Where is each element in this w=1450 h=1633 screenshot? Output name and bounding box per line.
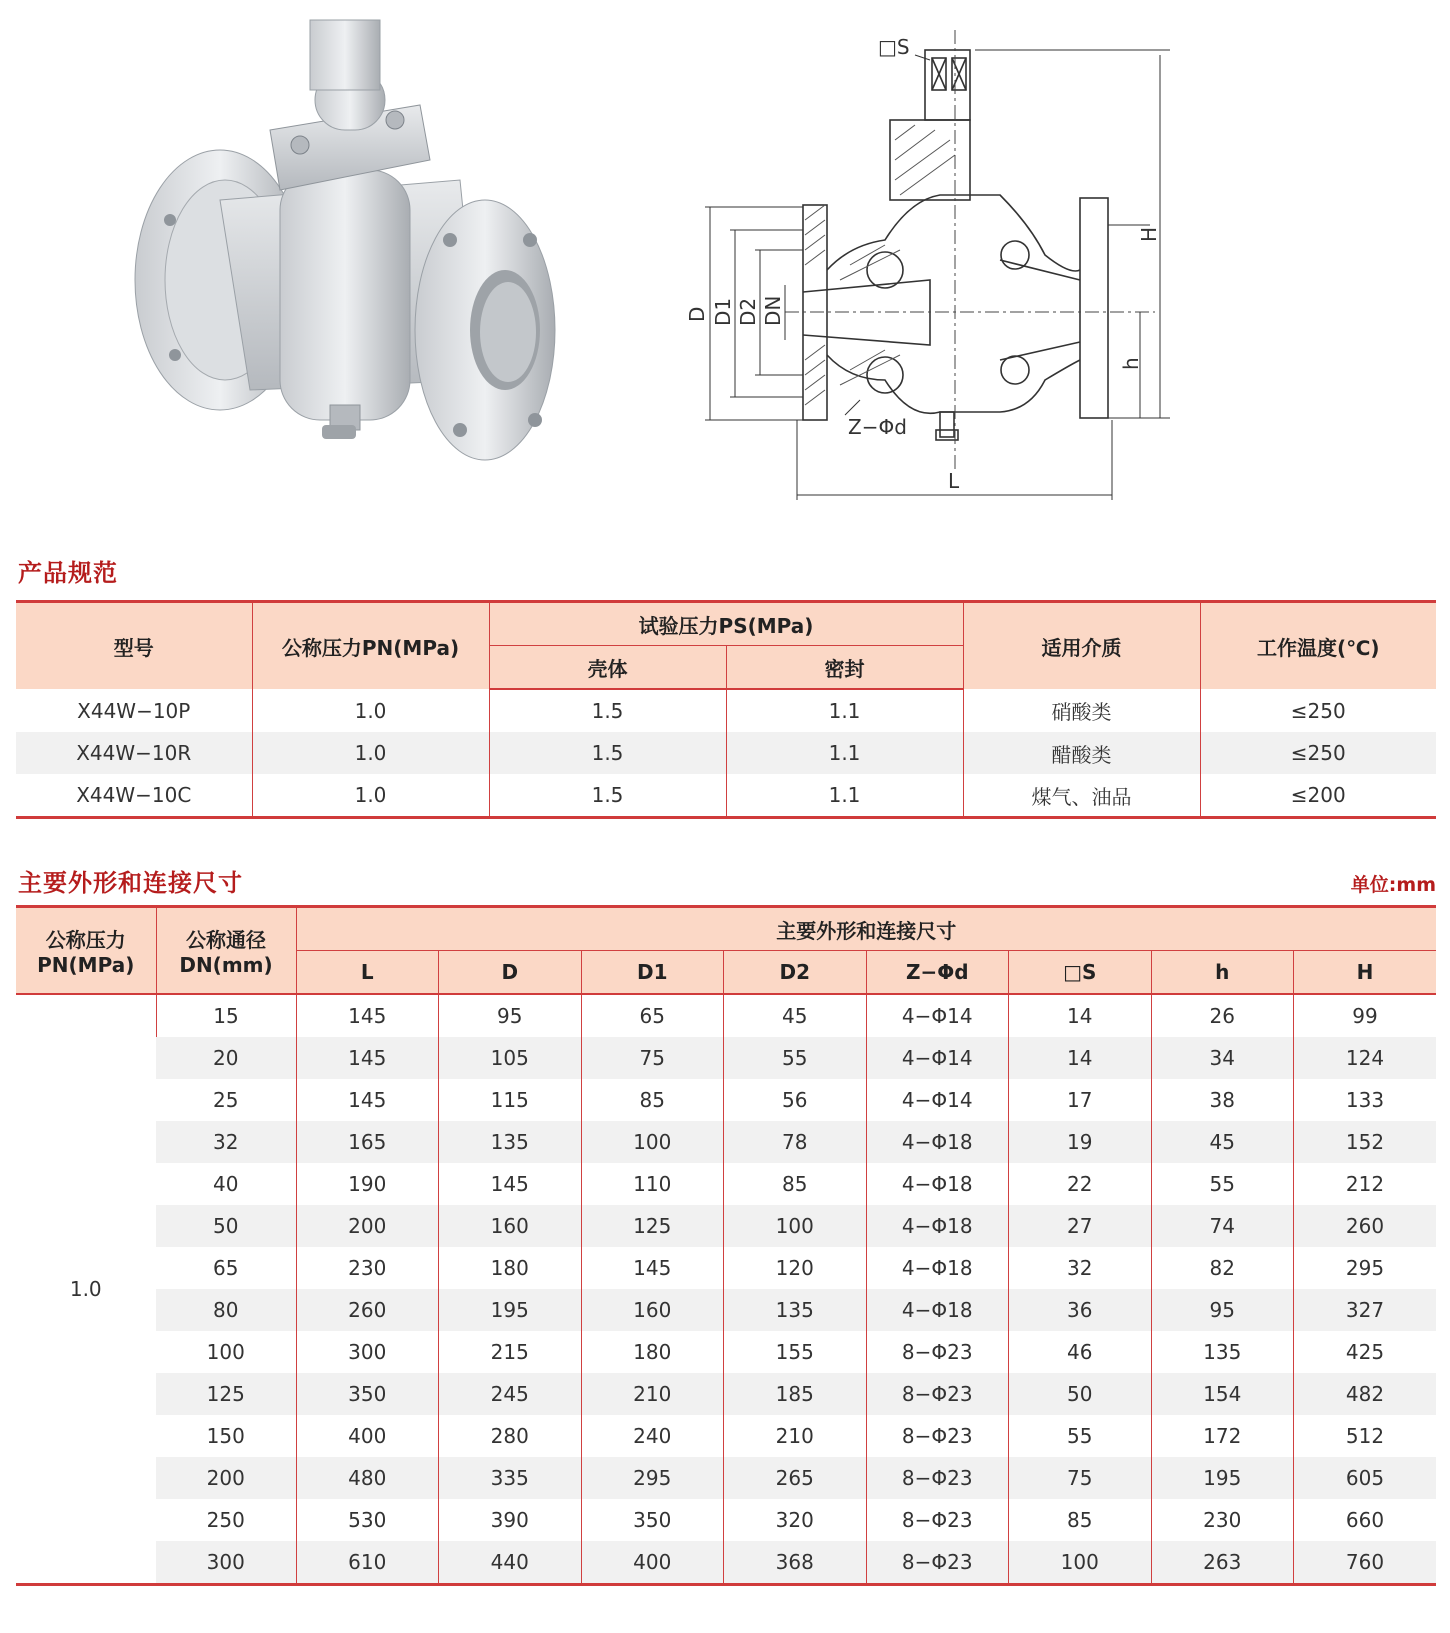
dims-cell: 390 <box>439 1499 582 1541</box>
spec-header-medium: 适用介质 <box>963 602 1200 690</box>
dims-row <box>16 1499 1436 1541</box>
dims-section-title: 主要外形和连接尺寸 <box>18 869 243 897</box>
dims-cell: 4−Φ14 <box>866 1037 1009 1079</box>
dims-cell: 8−Φ23 <box>866 1331 1009 1373</box>
dims-cell: 440 <box>439 1541 582 1585</box>
dims-cell: 145 <box>296 1079 439 1121</box>
dims-cell: 180 <box>581 1331 724 1373</box>
dims-cell: 152 <box>1294 1121 1437 1163</box>
dims-cell: 8−Φ23 <box>866 1373 1009 1415</box>
dims-cell: 82 <box>1151 1247 1294 1289</box>
spec-cell-model: X44W−10P <box>77 698 191 723</box>
dims-cell-dn: 200 <box>156 1457 296 1499</box>
spec-row <box>16 732 1436 774</box>
dims-cell: 180 <box>439 1247 582 1289</box>
dims-cell: 195 <box>439 1289 582 1331</box>
dims-cell: 530 <box>296 1499 439 1541</box>
spec-cell-model: X44W−10C <box>76 783 192 807</box>
dims-cell-dn: 50 <box>156 1205 296 1247</box>
dims-header-dn-line2: DN(mm) <box>179 953 273 977</box>
dims-cell: 105 <box>439 1037 582 1079</box>
dims-cell: 74 <box>1151 1205 1294 1247</box>
dims-header-col: L <box>296 951 439 995</box>
dims-cell: 240 <box>581 1415 724 1457</box>
dims-cell: 17 <box>1009 1079 1152 1121</box>
dims-cell: 75 <box>1009 1457 1152 1499</box>
dims-cell: 55 <box>1009 1415 1152 1457</box>
dims-cell: 95 <box>1151 1289 1294 1331</box>
dims-cell: 50 <box>1009 1373 1152 1415</box>
dims-cell: 327 <box>1294 1289 1437 1331</box>
dims-cell: 245 <box>439 1373 582 1415</box>
dims-row <box>16 1541 1436 1585</box>
dims-cell: 610 <box>296 1541 439 1585</box>
dims-cell: 22 <box>1009 1163 1152 1205</box>
dims-cell: 368 <box>724 1541 867 1585</box>
dims-cell: 85 <box>1009 1499 1152 1541</box>
dims-header-col: h <box>1151 951 1294 995</box>
dims-header-pn <box>16 907 156 995</box>
dims-row <box>16 1205 1436 1247</box>
dims-cell: 27 <box>1009 1205 1152 1247</box>
dims-cell: 145 <box>296 1037 439 1079</box>
dims-cell: 4−Φ18 <box>866 1121 1009 1163</box>
dims-cell: 263 <box>1151 1541 1294 1585</box>
dims-cell: 660 <box>1294 1499 1437 1541</box>
spec-row <box>16 774 1436 818</box>
dims-cell-dn: 250 <box>206 1508 245 1532</box>
dims-row <box>16 1163 1436 1205</box>
dims-cell: 78 <box>724 1121 867 1163</box>
spec-cell-seal: 1.1 <box>726 774 963 818</box>
dims-cell: 135 <box>439 1121 582 1163</box>
dims-cell: 125 <box>581 1205 724 1247</box>
dims-cell: 4−Φ18 <box>866 1247 1009 1289</box>
dims-cell: 195 <box>1151 1457 1294 1499</box>
dims-cell: 215 <box>439 1331 582 1373</box>
spec-header-temp: 工作温度(℃) <box>1200 602 1436 690</box>
dims-cell: 36 <box>1009 1289 1152 1331</box>
spec-cell-model: X44W−10R <box>16 732 252 774</box>
dims-cell: 120 <box>724 1247 867 1289</box>
unit-label: 单位:mm <box>1350 874 1436 896</box>
spec-cell-temp: ≤200 <box>1200 774 1436 818</box>
dims-cell: 160 <box>581 1289 724 1331</box>
dims-cell: 300 <box>296 1331 439 1373</box>
dims-row <box>16 1331 1436 1373</box>
dims-cell: 26 <box>1151 994 1294 1037</box>
dims-cell: 400 <box>296 1415 439 1457</box>
dims-cell-pn: 1.0 <box>16 994 156 1585</box>
spec-cell-shell: 1.5 <box>489 732 726 774</box>
spec-header-shell: 壳体 <box>489 646 726 690</box>
dims-cell: 512 <box>1294 1415 1437 1457</box>
dims-cell: 4−Φ14 <box>866 1079 1009 1121</box>
dims-cell-dn: 150 <box>206 1424 245 1448</box>
drawing-label-s: □S <box>878 35 910 59</box>
spec-cell-temp: ≤250 <box>1200 689 1436 732</box>
dims-cell: 425 <box>1294 1331 1437 1373</box>
dims-cell: 45 <box>724 994 867 1037</box>
dims-cell: 100 <box>1009 1541 1152 1585</box>
dims-row <box>16 1415 1436 1457</box>
dims-cell: 14 <box>1009 994 1152 1037</box>
dims-cell: 200 <box>296 1205 439 1247</box>
dims-cell: 135 <box>724 1289 867 1331</box>
spec-cell-seal: 1.1 <box>726 732 963 774</box>
drawing-label-h-upper: H <box>1137 226 1161 242</box>
spec-cell-temp: ≤250 <box>1200 732 1436 774</box>
dims-cell-dn: 15 <box>156 994 296 1037</box>
dims-cell: 46 <box>1009 1331 1152 1373</box>
spec-header-ps: 试验压力PS(MPa) <box>489 602 963 646</box>
spec-cell-shell: 1.5 <box>489 774 726 818</box>
drawing-label-d2: D2 <box>736 297 760 326</box>
dims-cell: 19 <box>1009 1121 1152 1163</box>
dims-cell: 212 <box>1294 1163 1437 1205</box>
dims-header-col: Z−Φd <box>866 951 1009 995</box>
dims-cell: 605 <box>1294 1457 1437 1499</box>
dims-cell: 165 <box>296 1121 439 1163</box>
dims-cell: 4−Φ18 <box>866 1163 1009 1205</box>
dims-cell: 230 <box>296 1247 439 1289</box>
dims-header-dn-line1: 公称通径 <box>186 928 266 952</box>
dims-cell: 55 <box>1151 1163 1294 1205</box>
dims-cell: 260 <box>296 1289 439 1331</box>
dims-header-col: □S <box>1009 951 1152 995</box>
dims-cell-dn: 40 <box>213 1172 239 1196</box>
dims-cell: 75 <box>581 1037 724 1079</box>
dims-cell: 295 <box>1294 1247 1437 1289</box>
dims-cell: 295 <box>581 1457 724 1499</box>
dims-cell: 14 <box>1009 1037 1152 1079</box>
spec-cell-pn: 1.0 <box>252 689 489 732</box>
dims-cell: 350 <box>296 1373 439 1415</box>
dims-cell: 45 <box>1151 1121 1294 1163</box>
dims-row <box>16 1037 1436 1079</box>
dims-cell-dn: 300 <box>156 1541 296 1585</box>
dims-cell: 32 <box>1009 1247 1152 1289</box>
dims-cell: 145 <box>439 1163 582 1205</box>
dims-cell: 335 <box>439 1457 582 1499</box>
dims-cell: 160 <box>439 1205 582 1247</box>
dims-cell-dn: 65 <box>213 1256 239 1280</box>
spec-cell-medium: 硝酸类 <box>963 689 1200 732</box>
dims-header-col: H <box>1294 951 1437 995</box>
spec-cell-seal: 1.1 <box>726 689 963 732</box>
dims-cell: 265 <box>724 1457 867 1499</box>
dims-cell: 95 <box>439 994 582 1037</box>
dims-cell: 65 <box>581 994 724 1037</box>
dims-cell: 4−Φ18 <box>866 1289 1009 1331</box>
dims-header-pn-line2: PN(MPa) <box>37 953 135 977</box>
dims-header-col: D1 <box>581 951 724 995</box>
dims-cell: 350 <box>581 1499 724 1541</box>
dims-header-group: 主要外形和连接尺寸 <box>296 907 1436 951</box>
dims-cell: 172 <box>1151 1415 1294 1457</box>
dims-cell: 8−Φ23 <box>866 1457 1009 1499</box>
spec-cell-pn: 1.0 <box>252 732 489 774</box>
dims-cell: 8−Φ23 <box>866 1541 1009 1585</box>
dims-cell-dn: 100 <box>206 1340 245 1364</box>
spec-cell-medium: 煤气、油品 <box>963 774 1200 818</box>
drawing-label-dn: DN <box>761 295 785 326</box>
dims-cell: 4−Φ18 <box>866 1205 1009 1247</box>
dims-cell: 34 <box>1151 1037 1294 1079</box>
valve-photo <box>130 10 580 480</box>
dims-header-pn-line1: 公称压力 <box>45 928 126 952</box>
dims-cell: 760 <box>1294 1541 1437 1585</box>
dims-cell: 135 <box>1151 1331 1294 1373</box>
dims-cell: 145 <box>581 1247 724 1289</box>
dims-row <box>16 1079 1436 1121</box>
dims-row <box>16 1289 1436 1331</box>
dims-cell-dn: 80 <box>156 1289 296 1331</box>
dims-cell-dn: 25 <box>213 1088 239 1112</box>
dims-cell: 400 <box>581 1541 724 1585</box>
drawing-label-d: D <box>685 306 709 322</box>
spec-cell-shell: 1.5 <box>489 689 726 732</box>
dims-cell: 4−Φ14 <box>866 994 1009 1037</box>
dims-cell: 55 <box>724 1037 867 1079</box>
dims-cell: 85 <box>724 1163 867 1205</box>
dims-cell: 210 <box>581 1373 724 1415</box>
spec-header-model: 型号 <box>16 602 252 690</box>
dims-cell: 56 <box>724 1079 867 1121</box>
dims-cell: 100 <box>581 1121 724 1163</box>
dims-cell: 99 <box>1294 994 1437 1037</box>
dims-cell: 480 <box>296 1457 439 1499</box>
dims-cell: 230 <box>1151 1499 1294 1541</box>
dims-cell: 154 <box>1151 1373 1294 1415</box>
dims-cell: 38 <box>1151 1079 1294 1121</box>
dims-cell: 100 <box>724 1205 867 1247</box>
dims-cell: 190 <box>296 1163 439 1205</box>
dims-cell: 124 <box>1294 1037 1437 1079</box>
spec-header-pn: 公称压力PN(MPa) <box>252 602 489 690</box>
dims-cell: 8−Φ23 <box>866 1415 1009 1457</box>
dims-header-col: D2 <box>724 951 867 995</box>
spec-row <box>16 689 1436 732</box>
dims-cell: 85 <box>581 1079 724 1121</box>
dims-cell: 210 <box>724 1415 867 1457</box>
dims-row <box>16 1247 1436 1289</box>
dims-cell: 185 <box>724 1373 867 1415</box>
dims-cell: 110 <box>581 1163 724 1205</box>
dims-cell: 280 <box>439 1415 582 1457</box>
dims-cell: 115 <box>439 1079 582 1121</box>
dims-cell-dn: 32 <box>156 1121 296 1163</box>
drawing-label-l: L <box>948 469 960 493</box>
dims-header-dn <box>156 907 296 995</box>
spec-table <box>16 600 1436 819</box>
valve-section-drawing <box>685 30 1240 530</box>
drawing-label-d1: D1 <box>711 297 735 326</box>
dims-table <box>16 905 1436 1586</box>
dims-row <box>16 1457 1436 1499</box>
dims-cell: 133 <box>1294 1079 1437 1121</box>
dims-row <box>16 994 1436 1037</box>
drawing-label-h-lower: h <box>1119 357 1143 370</box>
dims-cell: 155 <box>724 1331 867 1373</box>
dims-cell: 320 <box>724 1499 867 1541</box>
dims-cell: 145 <box>296 994 439 1037</box>
dims-cell: 260 <box>1294 1205 1437 1247</box>
spec-cell-pn: 1.0 <box>252 774 489 818</box>
spec-section-title: 产品规范 <box>18 559 118 587</box>
dims-cell: 8−Φ23 <box>866 1499 1009 1541</box>
dims-header-col: D <box>439 951 582 995</box>
drawing-label-zd: Z−Φd <box>848 415 907 439</box>
dims-row <box>16 1373 1436 1415</box>
spec-cell-medium: 醋酸类 <box>963 732 1200 774</box>
dims-row <box>16 1121 1436 1163</box>
dims-cell: 482 <box>1294 1373 1437 1415</box>
dims-cell-dn: 20 <box>156 1037 296 1079</box>
dims-cell-dn: 125 <box>156 1373 296 1415</box>
spec-header-seal: 密封 <box>726 646 963 690</box>
